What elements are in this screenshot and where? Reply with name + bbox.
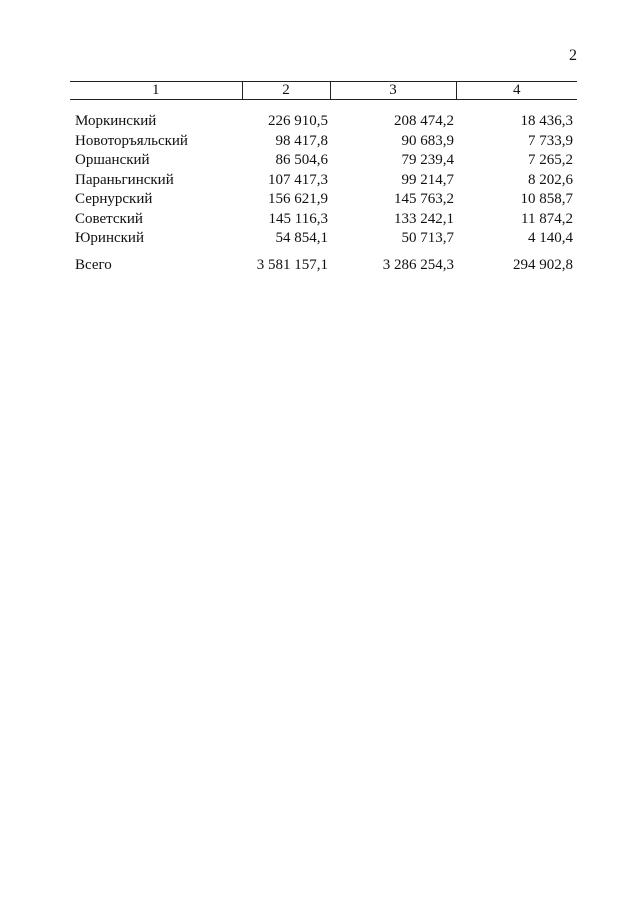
total-label: Всего bbox=[75, 256, 112, 273]
total-col-2: 3 581 157,1 bbox=[256, 256, 328, 273]
table-row bbox=[70, 112, 577, 132]
value-col-4: 8 202,6 bbox=[528, 171, 573, 188]
table-row bbox=[70, 151, 577, 171]
value-col-2: 226 910,5 bbox=[268, 113, 328, 129]
district-name: Новоторъяльский bbox=[75, 132, 188, 149]
district-name: Юринский bbox=[75, 230, 144, 246]
value-col-4: 10 858,7 bbox=[520, 191, 573, 207]
column-header-1: 1 bbox=[70, 82, 242, 100]
column-header-2: 2 bbox=[242, 82, 330, 100]
table-body bbox=[70, 100, 577, 276]
value-col-4: 7 265,2 bbox=[528, 152, 573, 168]
district-name: Сернурский bbox=[75, 191, 153, 207]
table-header bbox=[70, 82, 577, 100]
table-row bbox=[70, 190, 577, 210]
value-col-2: 98 417,8 bbox=[275, 132, 328, 149]
value-col-3: 208 474,2 bbox=[394, 113, 454, 129]
total-row bbox=[70, 256, 577, 276]
table-row bbox=[70, 132, 577, 152]
value-col-4: 7 733,9 bbox=[528, 132, 573, 149]
total-col-4: 294 902,8 bbox=[513, 256, 573, 273]
value-col-2: 107 417,3 bbox=[268, 171, 328, 188]
data-table bbox=[70, 81, 577, 275]
value-col-2: 86 504,6 bbox=[275, 152, 328, 168]
table-row bbox=[70, 210, 577, 230]
value-col-2: 156 621,9 bbox=[268, 191, 328, 207]
district-name: Оршанский bbox=[75, 152, 150, 168]
table-row bbox=[70, 171, 577, 191]
value-col-2: 145 116,3 bbox=[268, 210, 328, 227]
total-col-3: 3 286 254,3 bbox=[382, 256, 454, 273]
value-col-4: 11 874,2 bbox=[521, 210, 573, 227]
value-col-4: 4 140,4 bbox=[528, 230, 573, 246]
district-name: Параньгинский bbox=[75, 171, 174, 188]
value-col-3: 133 242,1 bbox=[394, 210, 454, 227]
value-col-3: 90 683,9 bbox=[401, 132, 454, 149]
value-col-3: 79 239,4 bbox=[401, 152, 454, 168]
value-col-3: 50 713,7 bbox=[401, 230, 454, 246]
value-col-4: 18 436,3 bbox=[520, 113, 573, 129]
table-spacer bbox=[70, 100, 577, 113]
column-header-4: 4 bbox=[456, 82, 577, 100]
district-name: Советский bbox=[75, 210, 143, 227]
data-table-container bbox=[70, 81, 577, 275]
table-gap bbox=[70, 249, 577, 256]
value-col-3: 145 763,2 bbox=[394, 191, 454, 207]
header-row bbox=[70, 82, 577, 100]
value-col-3: 99 214,7 bbox=[401, 171, 454, 188]
district-name: Моркинский bbox=[75, 113, 157, 129]
column-header-3: 3 bbox=[330, 82, 456, 100]
page-number: 2 bbox=[569, 47, 577, 64]
value-col-2: 54 854,1 bbox=[275, 230, 328, 246]
table-row bbox=[70, 229, 577, 249]
